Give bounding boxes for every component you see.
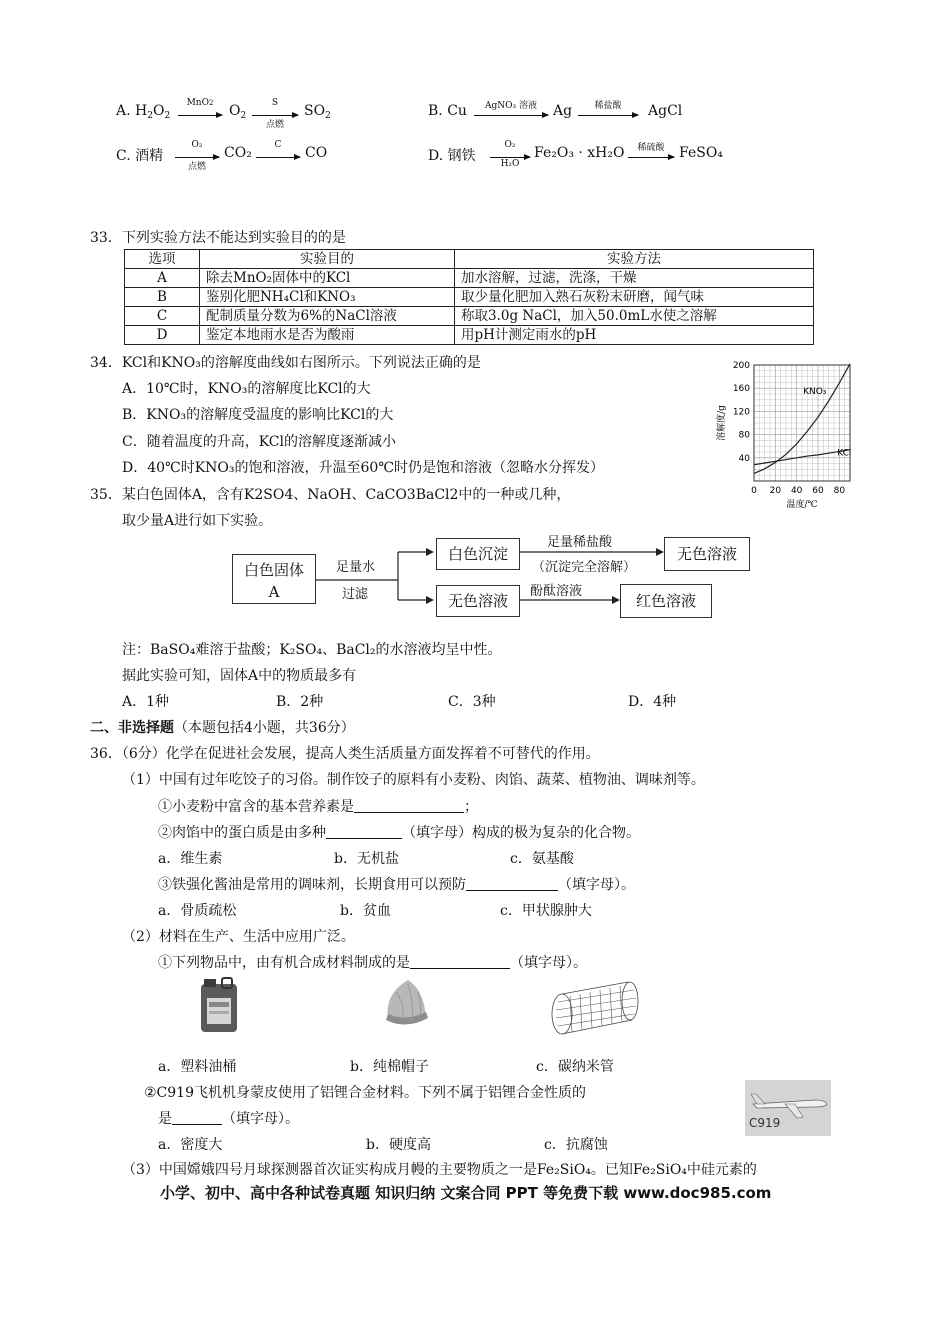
q36-2-1-opt-b: b．纯棉帽子 bbox=[350, 1059, 429, 1075]
q36-1-3-opt-a: a．骨质疏松 bbox=[158, 903, 237, 919]
q35-option-a: A．1种 bbox=[122, 694, 170, 710]
option-a-formula: A. $H_2O_2$ bbox=[116, 103, 171, 121]
q36-1-2-opt-c: c．氨基酸 bbox=[510, 851, 574, 867]
option-c-mid: CO₂ bbox=[224, 145, 252, 161]
q36-2-2-opt-c: c．抗腐蚀 bbox=[544, 1137, 608, 1153]
option-a-end: $SO_2$ bbox=[304, 103, 331, 121]
table-cell: 用pH计测定雨水的pH bbox=[455, 326, 814, 345]
cotton-hat-image bbox=[382, 976, 430, 1032]
q36-2-1-text: ①下列物品中，由有机合成材料制成的是 bbox=[158, 955, 410, 971]
flow-arrow1-top: 足量水 bbox=[336, 560, 376, 575]
q36-1-3-opt-b: b．贫血 bbox=[340, 903, 391, 919]
option-b-mid: Ag bbox=[553, 103, 573, 119]
flow-arrow1-bottom: 过滤 bbox=[342, 587, 369, 602]
answer-blank[interactable] bbox=[326, 824, 402, 839]
q34-option-a: A．10℃时，KNO₃的溶解度比KCl的大 bbox=[122, 381, 371, 397]
table-cell: A bbox=[125, 269, 200, 288]
q36-1-3-end: （填字母）。 bbox=[558, 877, 635, 893]
q34-option-c: C．随着温度的升高，KCl的溶解度逐渐减小 bbox=[122, 434, 396, 450]
q35-option-c: C．3种 bbox=[448, 694, 496, 710]
x-tick-label: 60 bbox=[812, 486, 824, 496]
q36-stem: 36．（6分）化学在促进社会发展，提高人类生活质量方面发挥着不可替代的作用。 bbox=[90, 746, 600, 762]
q34-option-d: D．40℃时KNO₃的饱和溶液，升温至60℃时仍是饱和溶液（忽略水分挥发） bbox=[122, 460, 604, 476]
table-cell: 配制质量分数为6%的NaCl溶液 bbox=[200, 307, 455, 326]
q35-ask: 据此实验可知，固体A中的物质最多有 bbox=[122, 668, 357, 684]
carbon-nanotube-image bbox=[548, 976, 640, 1038]
q36-2-2-opt-b: b．硬度高 bbox=[366, 1137, 431, 1153]
table-header: 实验目的 bbox=[200, 250, 455, 269]
q35-stem-1: 35．某白色固体A，含有K2SO4、NaOH、CaCO3BaCl2中的一种或几种， bbox=[90, 487, 571, 503]
flow-start-label: 白色固体 bbox=[243, 561, 304, 579]
q36-part1: （1）中国有过年吃饺子的习俗。制作饺子的原料有小麦粉、肉馅、蔬菜、植物油、调味剂等。 bbox=[122, 772, 705, 788]
q36-1-3-opt-c: c．甲状腺肿大 bbox=[500, 903, 592, 919]
flow-box-solution: 无色溶液 bbox=[436, 585, 520, 617]
flow-acid-bottom: （沉淀完全溶解） bbox=[532, 560, 637, 575]
table-cell: 鉴别化肥NH₄Cl和KNO₃ bbox=[200, 288, 455, 307]
q35-option-b: B．2种 bbox=[276, 694, 324, 710]
q32-option-b: B. Cu bbox=[428, 103, 467, 119]
q32-option-d: D. 钢铁 bbox=[428, 148, 476, 164]
y-tick-label: 40 bbox=[738, 453, 750, 464]
x-tick-label: 80 bbox=[833, 486, 846, 496]
table-cell: C bbox=[125, 307, 200, 326]
y-tick-label: 120 bbox=[732, 407, 750, 418]
q36-part2-2b bbox=[158, 1108, 299, 1128]
page-footer: 小学、初中、高中各种试卷真题 知识归纳 文案合同 PPT 等免费下载 www.doc985.com bbox=[160, 1184, 772, 1202]
table-cell: D bbox=[125, 326, 200, 345]
option-c-end: CO bbox=[305, 145, 328, 161]
c919-plane-image bbox=[745, 1080, 831, 1136]
flow-start-label-2: A bbox=[268, 583, 280, 601]
q36-1-2-text: ②肉馅中的蛋白质是由多种 bbox=[158, 825, 326, 841]
option-d-mid: Fe₂O₃ · xH₂O bbox=[534, 145, 625, 161]
flow-phth-label: 酚酞溶液 bbox=[530, 584, 583, 599]
x-tick-label: 20 bbox=[769, 486, 782, 496]
answer-blank[interactable] bbox=[172, 1110, 222, 1125]
q36-part3: （3）中国嫦娥四号月球探测器首次证实构成月幔的主要物质之一是Fe₂SiO₄。已知Fe₂SiO₄中硅元素的 bbox=[122, 1162, 757, 1178]
x-axis-label: 温度/℃ bbox=[786, 500, 818, 510]
q36-2-1-opt-c: c．碳纳米管 bbox=[536, 1059, 614, 1075]
flow-acid-top: 足量稀盐酸 bbox=[547, 535, 613, 550]
q36-2-2-text: 是 bbox=[158, 1111, 172, 1127]
q34-stem: 34．KCl和KNO₃的溶解度曲线如右图所示。下列说法正确的是 bbox=[90, 355, 481, 371]
option-b-end: AgCl bbox=[648, 103, 683, 119]
q36-2-2-opt-a: a．密度大 bbox=[158, 1137, 223, 1153]
flow-box-red: 红色溶液 bbox=[620, 584, 712, 618]
plastic-oil-jug-image bbox=[198, 976, 240, 1034]
x-tick-label: 0 bbox=[751, 486, 757, 496]
q34-option-b: B．KNO₃的溶解度受温度的影响比KCl的大 bbox=[122, 407, 394, 423]
plane-label: C919 bbox=[749, 1116, 781, 1130]
q36-part2-1 bbox=[158, 952, 587, 972]
section-2-heading bbox=[90, 717, 355, 737]
flow-box-clear1: 无色溶液 bbox=[664, 537, 750, 571]
q36-2-1-opt-a: a．塑料油桶 bbox=[158, 1059, 237, 1075]
table-header: 实验方法 bbox=[455, 250, 814, 269]
y-tick-label: 200 bbox=[732, 361, 750, 371]
series-label-kno3: KNO₃ bbox=[803, 387, 827, 397]
q36-part2: （2）材料在生产、生活中应用广泛。 bbox=[122, 929, 355, 945]
q35-option-d: D．4种 bbox=[628, 694, 677, 710]
option-d-end: FeSO₄ bbox=[679, 145, 723, 161]
q36-1-2-opt-b: b．无机盐 bbox=[334, 851, 399, 867]
q32-option-c: C. 酒精 bbox=[116, 148, 164, 164]
q36-2-2-end: （填字母）。 bbox=[222, 1111, 299, 1127]
q36-1-2-opt-a: a．维生素 bbox=[158, 851, 223, 867]
q33-stem: 33．下列实验方法不能达到实验目的的是 bbox=[90, 230, 346, 246]
q36-part1-1 bbox=[158, 796, 478, 816]
section-2-note: （本题包括4小题，共36分） bbox=[174, 720, 355, 736]
table-cell: 除去MnO₂固体中的KCl bbox=[200, 269, 455, 288]
q36-1-3-text: ③铁强化酱油是常用的调味剂，长期食用可以预防 bbox=[158, 877, 466, 893]
q36-2-1-end: （填字母）。 bbox=[510, 955, 587, 971]
answer-blank[interactable] bbox=[354, 798, 464, 813]
table-header: 选项 bbox=[125, 250, 200, 269]
q36-part1-3 bbox=[158, 874, 635, 894]
table-cell: 鉴定本地雨水是否为酸雨 bbox=[200, 326, 455, 345]
y-tick-label: 160 bbox=[732, 384, 750, 395]
q35-note: 注：BaSO₄难溶于盐酸；K₂SO₄、BaCl₂的水溶液均呈中性。 bbox=[122, 642, 502, 658]
answer-blank[interactable] bbox=[466, 876, 558, 891]
table-cell: 取少量化肥加入熟石灰粉末研磨，闻气味 bbox=[455, 288, 814, 307]
answer-blank[interactable] bbox=[410, 954, 510, 969]
table-cell: 加水溶解，过滤，洗涤，干燥 bbox=[455, 269, 814, 288]
y-axis-label: 溶解度/g bbox=[717, 405, 727, 441]
q35-stem-2: 取少量A进行如下实验。 bbox=[122, 513, 273, 529]
table-cell: 称取3.0g NaCl，加入50.0mL水使之溶解 bbox=[455, 307, 814, 326]
q36-part1-2 bbox=[158, 822, 640, 842]
table-cell: B bbox=[125, 288, 200, 307]
section-2-title: 二、非选择题 bbox=[90, 720, 174, 736]
q36-1-1-text: ①小麦粉中富含的基本营养素是 bbox=[158, 799, 354, 815]
flow-box-precipitate: 白色沉淀 bbox=[436, 538, 520, 570]
y-tick-label: 80 bbox=[738, 430, 750, 441]
x-tick-label: 40 bbox=[790, 486, 803, 496]
series-label-kcl: KCl bbox=[837, 448, 852, 459]
q36-1-2-end: （填字母）构成的极为复杂的化合物。 bbox=[402, 825, 640, 841]
option-a-mid: $O_2$ bbox=[229, 103, 247, 121]
q36-1-1-end: ； bbox=[464, 799, 478, 815]
q36-part2-2a: ②C919飞机机身蒙皮使用了铝锂合金材料。下列不属于铝锂合金性质的 bbox=[144, 1085, 586, 1101]
